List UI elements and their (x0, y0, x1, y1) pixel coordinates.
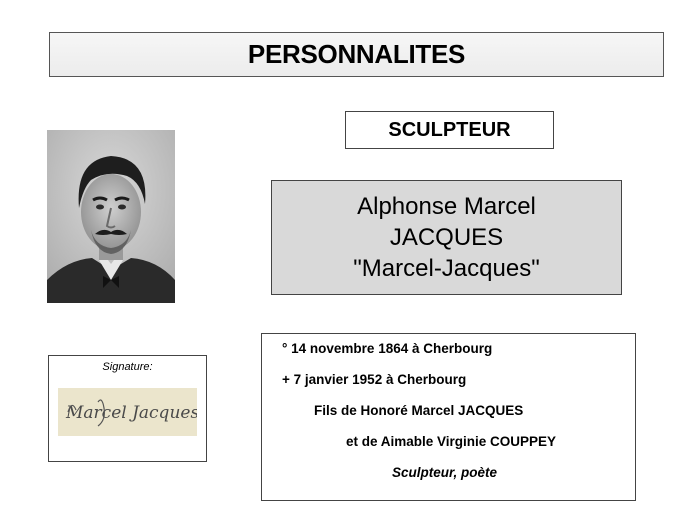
page-title: PERSONNALITES (247, 39, 466, 69)
death-date: + 7 janvier 1952 à Cherbourg (282, 372, 467, 387)
signature-label: Signature: (102, 361, 153, 373)
signature-scribble (58, 388, 197, 436)
signature-image (58, 388, 197, 436)
signature-box (48, 355, 207, 462)
biography-box (261, 333, 636, 501)
profession-title-box (345, 111, 554, 149)
name-box (271, 180, 622, 295)
mother-line: et de Aimable Virginie COUPPEY (346, 434, 557, 449)
name-first: Alphonse Marcel (357, 192, 536, 220)
birth-date: ° 14 novembre 1864 à Cherbourg (282, 341, 493, 356)
name-alias: "Marcel-Jacques" (353, 255, 540, 283)
father-line: Fils de Honoré Marcel JACQUES (314, 403, 524, 418)
profession-title: SCULPTEUR (388, 118, 511, 141)
page-title-box (49, 32, 664, 77)
name-last: JACQUES (389, 223, 504, 251)
portrait-illustration (47, 130, 175, 303)
portrait-photo (47, 130, 175, 303)
signature-handwriting: Marcel Jacques (66, 403, 197, 423)
profession-line: Sculpteur, poète (392, 465, 498, 480)
